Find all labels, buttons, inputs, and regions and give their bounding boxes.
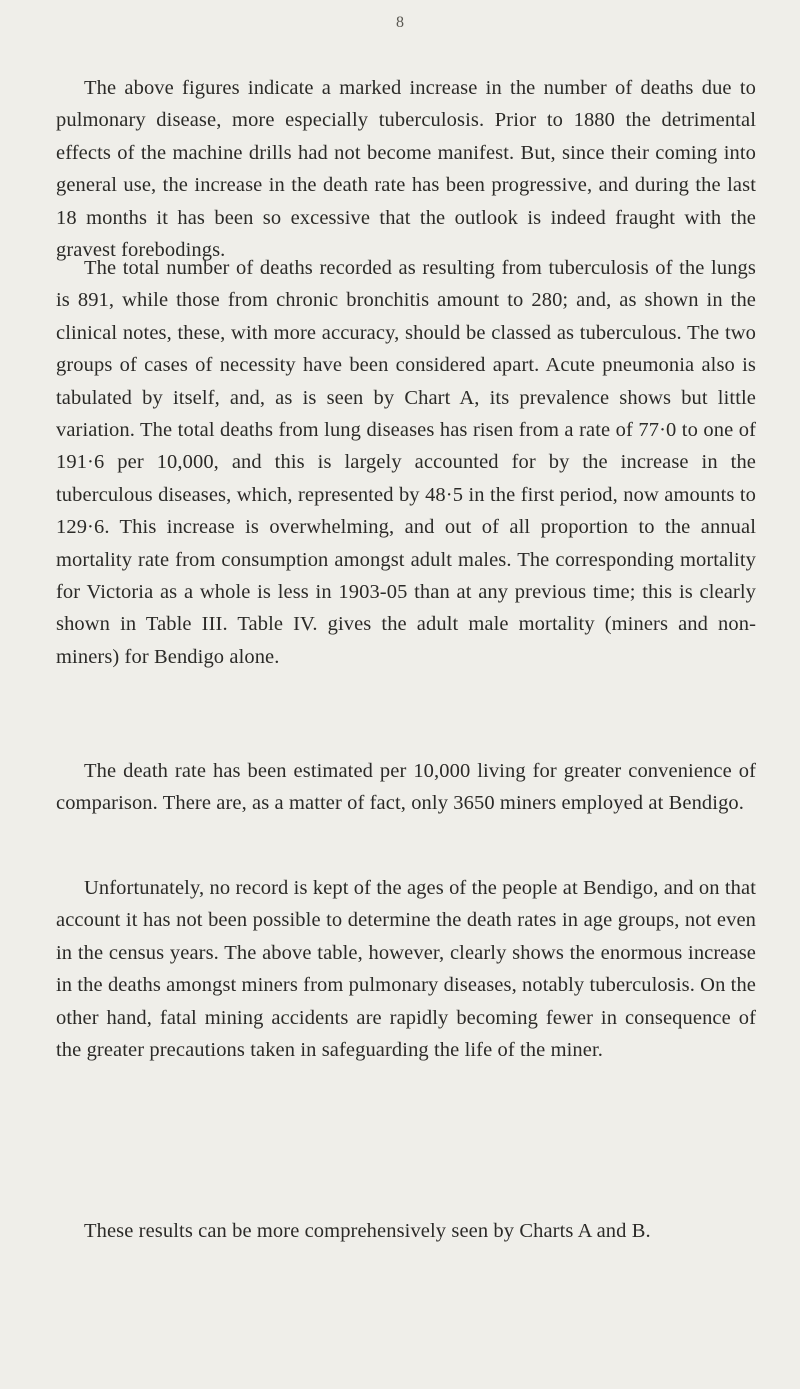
page-number: 8: [396, 14, 404, 31]
paragraph-tuberculosis-deaths: The total number of deaths recorded as resulting from tuberculosis of the lungs is 891, while those from chronic bronchitis amount to 280; and, as shown in the clinical notes, these, with more accuracy, should be classed as tuberculous. The two groups of cases of necessity have been considered apart. Acute pneumonia also is tabulated by itself, and, as is seen by Chart A, its prevalence shows but little variation. The total deaths from lung diseases has risen from a rate of 77·0 to one of 191·6 per 10,000, and this is largely accounted for by the increase in the tuberculous diseases, which, represented by 48·5 in the first period, now amounts to 129·6. This increase is overwhelming, and out of all proportion to the annual mortality rate from consumption amongst adult males. The corresponding mortality for Victoria as a whole is less in 1903-05 than at any previous time; this is clearly shown in Table III. Table IV. gives the adult male mortality (miners and non-miners) for Bendigo alone.: [56, 257, 756, 668]
paragraph-charts-reference: These results can be more comprehensively seen by Charts A and B.: [84, 1220, 651, 1242]
paragraph-machine-drills: The above figures indicate a marked increase in the number of deaths due to pulmonary disease, more especially tuberculosis. Prior to 1880 the detrimental effects of the machine drills had not become manifest. But, since their coming into general use, the increase in the death rate has been progressive, and during the last 18 months it has been so excessive that the outlook is indeed fraught with the gravest forebodings.: [56, 77, 756, 262]
paragraph-death-rate-estimate: The death rate has been estimated per 10,000 living for greater convenience of comparison. There are, as a matter of fact, only 3650 miners employed at Bendigo.: [56, 760, 756, 815]
paragraph-age-records: Unfortunately, no record is kept of the ages of the people at Bendigo, and on that account it has not been possible to determine the death rates in age groups, not even in the census years. The above table, however, clearly shows the enormous increase in the deaths amongst miners from pulmonary diseases, notably tuberculosis. On the other hand, fatal mining accidents are rapidly becoming fewer in consequence of the greater precautions taken in safeguarding the life of the miner.: [56, 877, 756, 1062]
